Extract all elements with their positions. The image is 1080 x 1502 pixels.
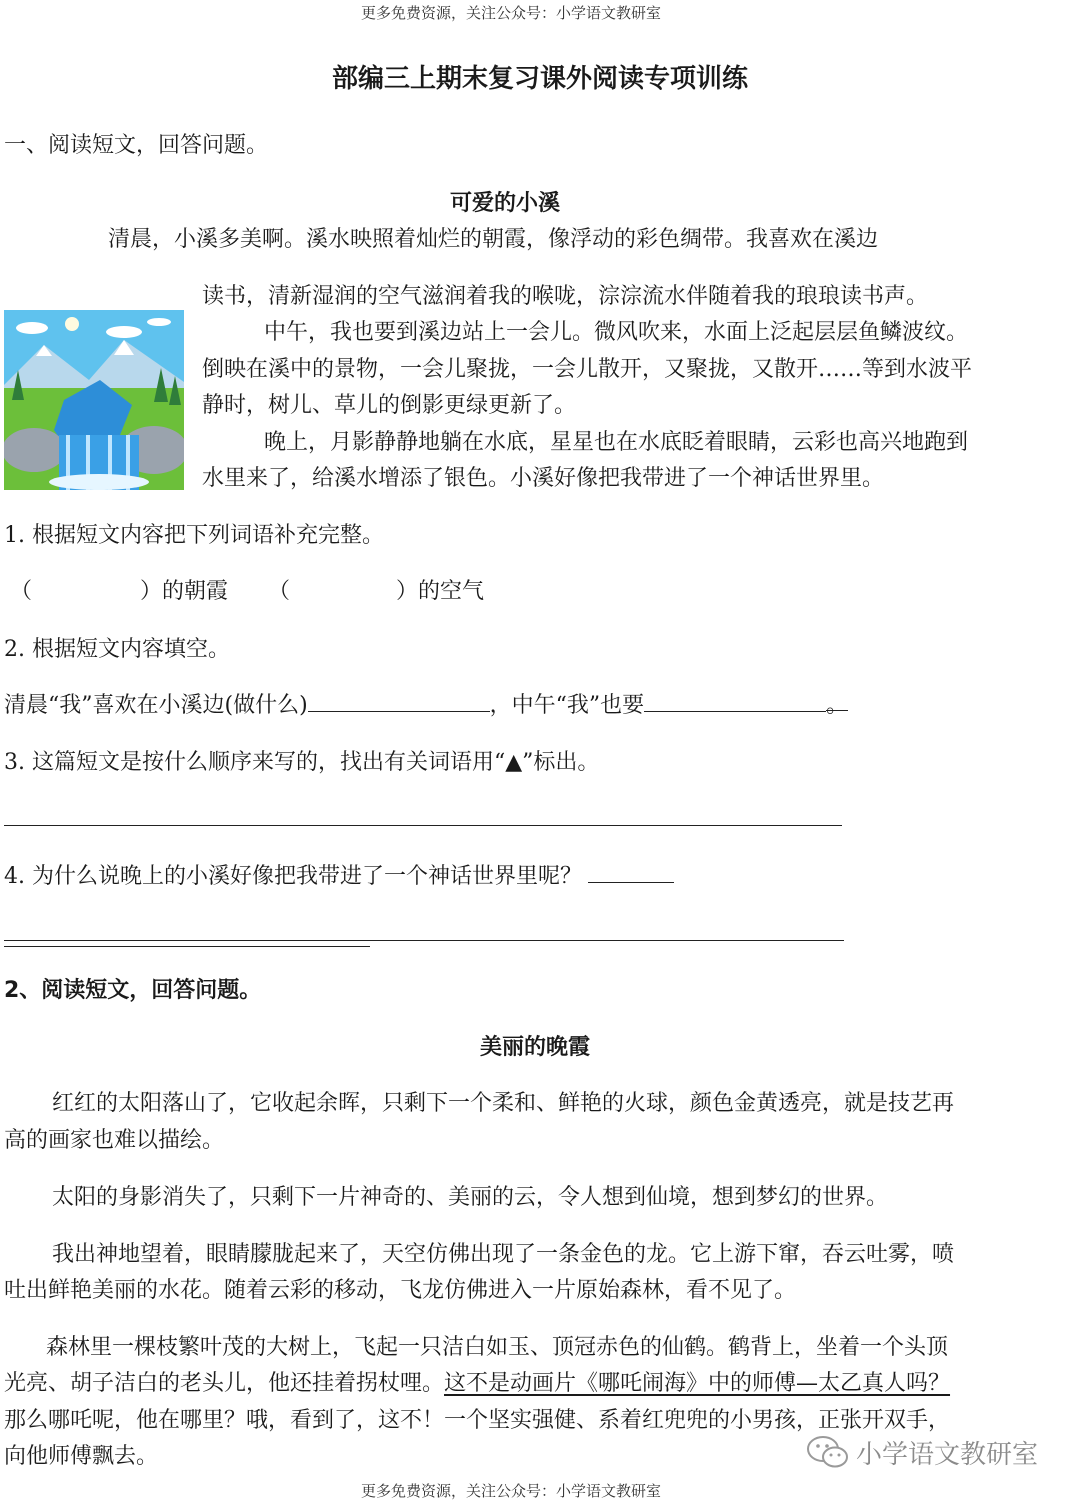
- story2-paragraph-4-line-2: [4, 1366, 950, 1402]
- q4-answer-blank[interactable]: [588, 860, 674, 883]
- q1-blank2-answer-field[interactable]: [306, 574, 396, 604]
- q2-answer-blank-2[interactable]: [644, 689, 826, 712]
- q1-blank1-answer-field[interactable]: [50, 574, 140, 604]
- question-3: 3. 这篇短文是按什么顺序来写的，找出有关词语用“▲”标出。: [4, 750, 600, 775]
- q2-part2: ，中午“我”也要: [489, 693, 645, 718]
- story2-paragraph-3-line-2: 吐出鲜艳美丽的水花。随着云彩的移动，飞龙仿佛进入一片原始森林，看不见了。: [4, 1278, 797, 1303]
- story2-paragraph-1-line-1: 红红的太阳落山了，它收起余晖，只剩下一个柔和、鲜艳的火球，颜色金黄透亮，就是技艺再: [52, 1091, 955, 1116]
- question-4: [4, 859, 674, 895]
- story1-line: 水里来了，给溪水增添了银色。小溪好像把我带进了一个神话世界里。: [202, 466, 885, 491]
- story2-paragraph-4-line-3: 那么哪吒呢，他在哪里？哦，看到了，这不！一个坚实强健、系着红兜兜的小男孩，正张开双手，: [4, 1408, 951, 1433]
- creek-illustration: [4, 310, 184, 490]
- story1-line: 晚上，月影静静地躺在水底，星星也在水底眨着眼睛，云彩也高兴地跑到: [264, 430, 969, 455]
- story2-paragraph-2: 太阳的身影消失了，只剩下一片神奇的、美丽的云，令人想到仙境，想到梦幻的世界。: [52, 1185, 889, 1210]
- q3-answer-line[interactable]: [4, 825, 842, 826]
- q1-blank1-close: ）的朝霞: [140, 579, 229, 604]
- p4-underlined-sentence: 这不是动画片《哪吒闹海》中的师傅—太乙真人吗？: [444, 1371, 951, 1396]
- story1-line: 倒映在溪中的景物，一会儿聚拢，一会儿散开，又聚拢，又散开……等到水波平: [202, 357, 973, 382]
- story2-title: 美丽的晚霞: [479, 1035, 590, 1060]
- q2-answer-blank-1[interactable]: [308, 689, 490, 712]
- wechat-icon: [806, 1434, 850, 1470]
- section2-heading: 2、阅读短文，回答问题。: [4, 978, 262, 1003]
- q4-answer-line[interactable]: [4, 940, 844, 941]
- watermark-text: 小学语文教研室: [856, 1440, 1039, 1470]
- story2-paragraph-4-line-1: 森林里一棵枝繁叶茂的大树上，飞起一只洁白如玉、顶冠赤色的仙鹤。鹤背上，坐着一个头顶: [46, 1335, 949, 1360]
- wechat-watermark: [806, 1432, 1046, 1472]
- q1-blank2-open: （: [268, 579, 291, 604]
- story1-line: 静时，树儿、草儿的倒影更绿更新了。: [202, 393, 577, 418]
- section1-heading: 一、阅读短文，回答问题。: [4, 133, 269, 158]
- story1-title: 可爱的小溪: [449, 191, 560, 216]
- story1-line: 读书，清新湿润的空气滋润着我的喉咙，淙淙流水伴随着我的琅琅读书声。: [202, 284, 929, 309]
- creek-picture: [4, 310, 184, 490]
- story2-paragraph-1-line-2: 高的画家也难以描绘。: [4, 1128, 225, 1153]
- q1-blank1-open: （: [10, 579, 33, 604]
- q1-blank2-close: ）的空气: [396, 579, 485, 604]
- q4-answer-line-short: [4, 946, 370, 947]
- story1-line: 中午，我也要到溪边站上一会儿。微风吹来，水面上泛起层层鱼鳞波纹。: [264, 320, 969, 345]
- page-footer-note: 更多免费资源，关注公众号：小学语文教研室: [360, 1482, 661, 1500]
- story1-line: 清晨，小溪多美啊。溪水映照着灿烂的朝霞，像浮动的彩色绸带。我喜欢在溪边: [108, 227, 879, 252]
- p4-plain-text: 光亮、胡子洁白的老头儿，他还挂着拐杖哩。: [4, 1371, 445, 1396]
- q2-end: 。: [826, 688, 848, 711]
- story2-paragraph-3-line-1: 我出神地望着，眼睛朦胧起来了，天空仿佛出现了一条金色的龙。它上游下窜，吞云吐雾，喷: [52, 1242, 955, 1267]
- question-2: 2. 根据短文内容填空。: [4, 637, 230, 662]
- page-header-note: 更多免费资源，关注公众号：小学语文教研室: [360, 4, 661, 22]
- q2-part1: 清晨“我”喜欢在小溪边(做什么): [4, 693, 308, 718]
- question-4-text: 4. 为什么说晚上的小溪好像把我带进了一个神话世界里呢？: [4, 864, 582, 889]
- question-1: 1. 根据短文内容把下列词语补充完整。: [4, 523, 384, 548]
- page-title: 部编三上期末复习课外阅读专项训练: [331, 64, 748, 94]
- story2-paragraph-4-line-4: 向他师傅飘去。: [4, 1444, 159, 1469]
- q2-fill-line: [4, 688, 848, 724]
